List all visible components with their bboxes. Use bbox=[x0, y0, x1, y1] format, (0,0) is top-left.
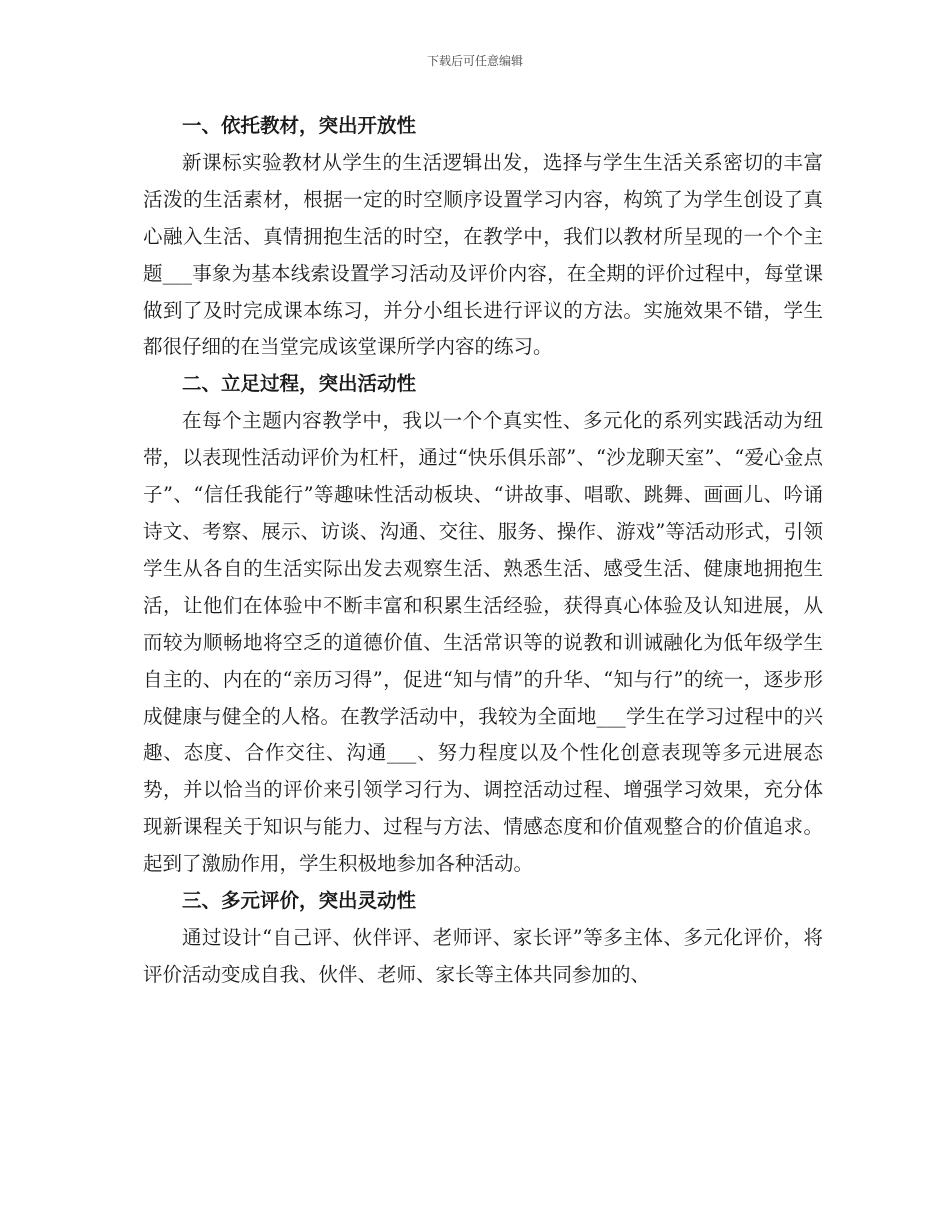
section-heading-2: 二、立足过程，突出活动性 bbox=[182, 372, 417, 396]
section-heading-1: 一、依托教材，突出开放性 bbox=[182, 114, 417, 137]
section-paragraph-2: 在每个主题内容教学中，我以一个个真实性、多元化的系列实践活动为纽带，以表现性活动评价为杠杆，通过“快乐俱乐部”、“沙龙聊天室”、“爱心金点子”、“信任我能行”等趣味性活动板块、“讲故事、唱歌、跳舞、画画儿、吟诵诗文、考察、展示、访谈、沟通、交往、服务、操作、游戏”等活动形式，引领学生从各自的生活实际出发去观察生活、熟悉生活、感受生活、健康地拥抱生活，让他们在体验中不断丰富和积累生活经验，获得真心体验及认知进展，从而较为顺畅地将空乏的道德价值、生活常识等的说教和训诫融化为低年级学生自主的、内在的“亲历习得”，促进“知与情”的升华、“知与行”的统一，逐步形成健康与健全的人格。在教学活动中，我较为全面地___学生在学习过程中的兴趣、态度、合作交往、沟通___、努力程度以及个性化创意表现等多元进展态势，并以恰当的评价来引领学习行为、调控活动过程、增强学习效果，充分体现新课程关于知识与能力、过程与方法、情感态度和价值观整合的价值追求。起到了激励作用，学生积极地参加各种活动。 bbox=[143, 409, 823, 876]
document-body bbox=[143, 108, 823, 994]
section-heading-3: 三、多元评价，突出灵动性 bbox=[182, 889, 417, 913]
section-paragraph-1: 新课标实验教材从学生的生活逻辑出发，选择与学生生活关系密切的丰富活泼的生活素材，根据一定的时空顺序设置学习内容，构筑了为学生创设了真心融入生活、真情拥抱生活的时空，在教学中，我们以教材所呈现的一个个主题___事象为基本线索设置学习活动及评价内容，在全期的评价过程中，每堂课做到了及时完成课本练习，并分小组长进行评议的方法。实施效果不错，学生都很仔细的在当堂完成该堂课所学内容的练习。 bbox=[143, 150, 823, 359]
download-note: 下载后可任意编辑 bbox=[426, 54, 523, 68]
section-paragraph-3: 通过设计“自己评、伙伴评、老师评、家长评”等多主体、多元化评价，将评价活动变成自我、伙伴、老师、家长等主体共同参加的、 bbox=[143, 925, 823, 986]
